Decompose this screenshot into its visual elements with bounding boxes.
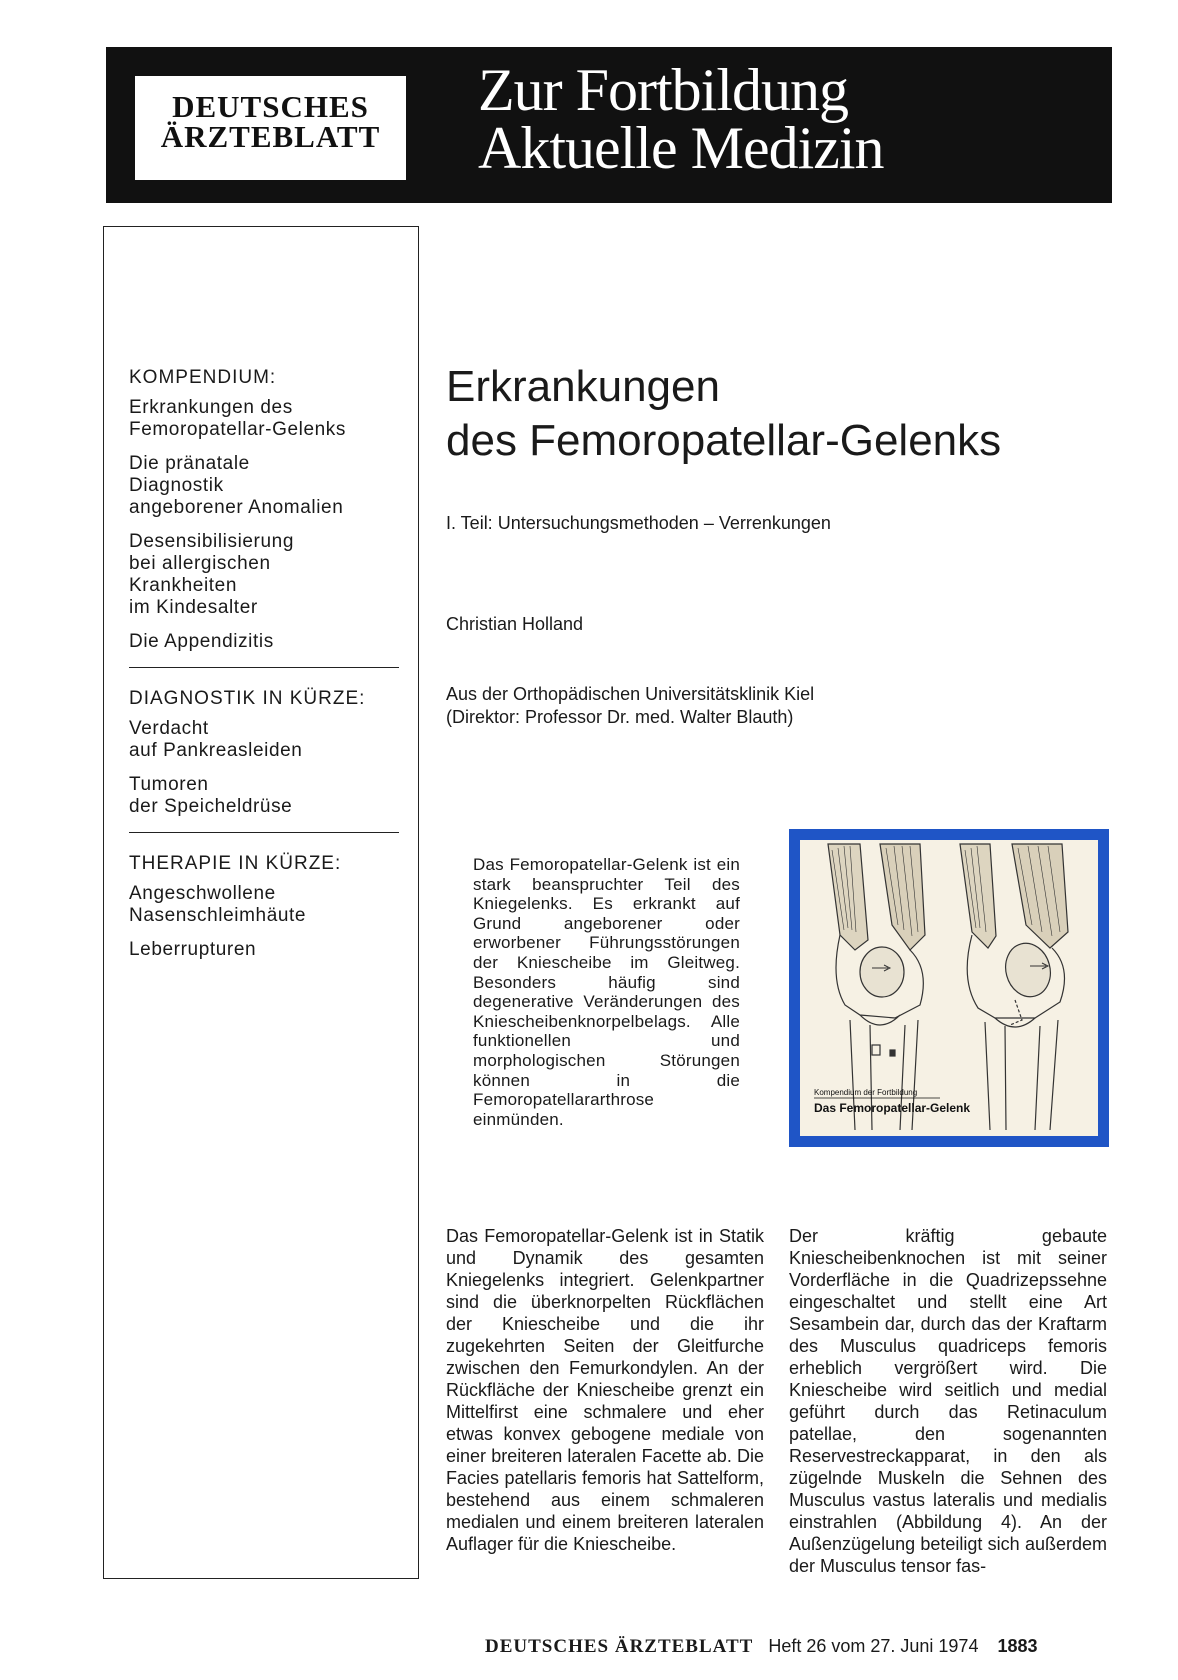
sidebar-section-kompendium	[129, 367, 399, 653]
page-footer	[485, 1636, 1038, 1658]
sidebar-item: Verdacht auf Pankreasleiden	[129, 718, 303, 761]
sidebar-heading: KOMPENDIUM:	[129, 367, 277, 388]
contents-sidebar	[103, 226, 419, 1579]
footer-page-number: 1883	[997, 1636, 1038, 1656]
logo-line-2: ÄRZTEBLATT	[160, 119, 381, 154]
header-banner	[106, 47, 1112, 203]
sidebar-heading: THERAPIE IN KÜRZE:	[129, 853, 342, 874]
article-abstract: Das Femoropatellar-Gelenk ist ein stark beanspruchter Teil des Kniegelenks. Es erkrankt auf Grund angeborener oder erworbener Führungsstörungen der Kniescheibe im Gleitweg. Besonders häufig sind degenerative Veränderungen des Kniescheibenknorpelbelags. Alle funktionellen und morphologischen Störungen können in die Femoropatellararthrose einmünden.	[473, 855, 740, 1129]
article-subtitle: I. Teil: Untersuchungsmethoden – Verrenkungen	[446, 513, 831, 533]
section-title-line-1: Zur Fortbildung	[478, 57, 848, 123]
sidebar-item: Tumoren der Speicheldrüse	[129, 774, 293, 817]
sidebar-item: Angeschwollene Nasenschleimhäute	[129, 883, 307, 926]
body-column-2: Der kräftig gebaute Kniescheibenknochen ist mit seiner Vorderfläche in die Quadrizepssehne eingeschaltet und stellt eine Art Sesambein dar, durch das der Kraftarm des Musculus quadriceps femoris erheblich vergrößert wird. Die Kniescheibe wird seitlich und medial geführt durch das Retinaculum patellae, den sogenannten Reservestreckapparat, in den als zügelnde Muskeln die Sehnen des Musculus vastus lateralis und medialis einstrahlen (Abbildung 4). An der Außenzügelung beteiligt sich außerdem der Musculus tensor fas-	[789, 1226, 1107, 1576]
article-author: Christian Holland	[446, 614, 584, 634]
sidebar-divider	[129, 667, 399, 668]
section-title-line-2: Aktuelle Medizin	[478, 115, 884, 181]
footer-journal: DEUTSCHES ÄRZTEBLATT	[485, 1636, 754, 1657]
article-affiliation: Aus der Orthopädischen Universitätsklinik Kiel (Direktor: Professor Dr. med. Walter Blauth)	[446, 684, 815, 727]
knee-illustration	[789, 829, 1109, 1147]
figure-label-small: Kompendium der Fortbildung	[814, 1088, 918, 1097]
knee-drawing	[800, 840, 1098, 1136]
sidebar-item: Erkrankungen des Femoropatellar-Gelenks	[129, 397, 347, 440]
section-title	[478, 57, 884, 181]
sidebar-divider	[129, 832, 399, 833]
sidebar-item: Leberrupturen	[129, 939, 257, 960]
figure-label-large: Das Femoropatellar-Gelenk	[814, 1101, 971, 1115]
sidebar-heading: DIAGNOSTIK IN KÜRZE:	[129, 688, 366, 709]
journal-logo	[135, 76, 406, 180]
footer-issue: Heft 26 vom 27. Juni 1974	[768, 1636, 979, 1656]
sidebar-item: Desensibilisierung bei allergischen Krankheiten im Kindesalter	[129, 531, 294, 618]
sidebar-section-diagnostik	[129, 688, 399, 818]
logo-line-1: DEUTSCHES	[172, 89, 369, 124]
sidebar-section-therapie	[129, 853, 399, 961]
article-title: Erkrankungen des Femoropatellar-Gelenks	[446, 362, 1002, 465]
sidebar-item: Die Appendizitis	[129, 631, 274, 652]
body-column-1: Das Femoropatellar-Gelenk ist in Statik und Dynamik des gesamten Kniegelenks integriert. Gelenkpartner sind die überknorpelten Rückflächen der Kniescheibe und die ihr zugekehrten Seiten der Gleitfurche zwischen den Femurkondylen. An der Rückfläche der Kniescheibe grenzt ein Mittelfirst eine schmalere und eher etwas konvex gebogene mediale von einer breiteren lateralen Facette ab. Die Facies patellaris femoris hat Sattelform, bestehend aus einem schmaleren medialen und einem breiteren lateralen Auflager für die Kniescheibe.	[446, 1226, 764, 1554]
sidebar-item: Die pränatale Diagnostik angeborener Anomalien	[129, 453, 344, 518]
